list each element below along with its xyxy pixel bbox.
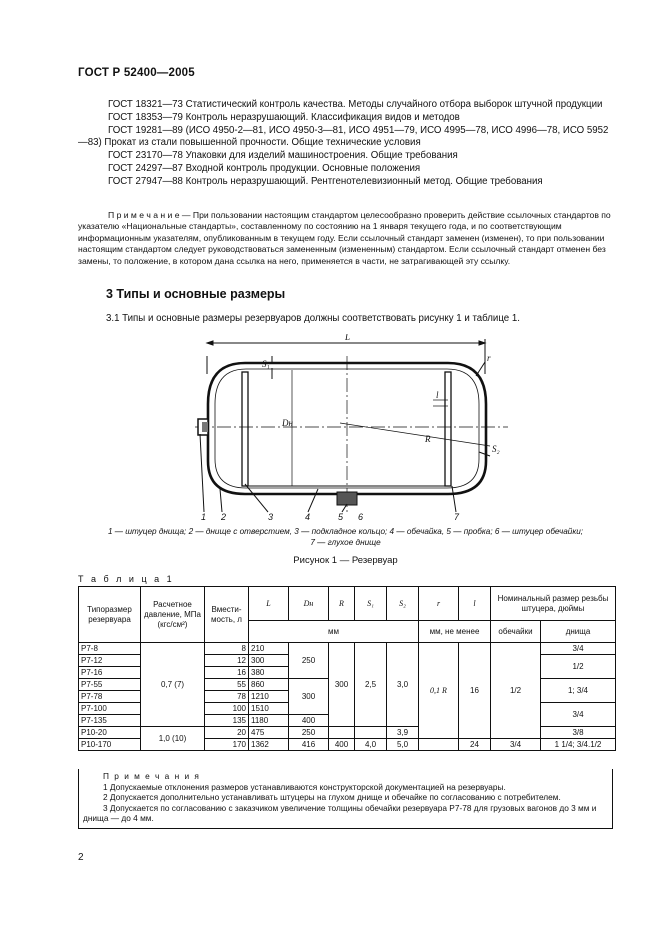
cell-S2: 5,0	[387, 739, 419, 751]
cell-S1	[355, 727, 387, 739]
dim-s1-label: S₁	[262, 359, 270, 369]
cell-type: Р7-100	[79, 703, 141, 715]
cell-L: 1510	[249, 703, 289, 715]
cell-l: 16	[459, 643, 491, 739]
cell-capacity: 100	[205, 703, 249, 715]
th-R: R	[329, 587, 355, 621]
section-paragraph: 3.1 Типы и основные размеры резервуаров должны соответствовать рисунку 1 и таблице 1.	[106, 313, 520, 324]
references-list	[78, 99, 613, 189]
cell-dn: 416	[289, 739, 329, 751]
cell-shell: 1/2	[491, 643, 541, 739]
figure-title: Рисунок 1 — Резервуар	[293, 555, 398, 566]
cell-bottom: 3/4	[541, 703, 616, 727]
table-note: 3 Допускается по согласованию с заказчиком увеличение толщины обечайки резервуара Р7-78 для грузовых вагонов до 3 мм и днища — до 4 мм.	[83, 802, 597, 824]
cell-bottom: 1/2	[541, 655, 616, 679]
cell-dn: 250	[289, 727, 329, 739]
cell-type: Р7-12	[79, 655, 141, 667]
cell-r: 0,1 R	[419, 643, 459, 739]
th-type: Типоразмер резервуара	[79, 587, 141, 643]
dimensions-table	[78, 586, 616, 751]
cell-bottom: 3/4	[541, 643, 616, 655]
th-thread: Номинальный размер резьбы штуцера, дюймы	[491, 587, 616, 621]
cell-shell: 3/4	[491, 739, 541, 751]
cell-dn: 250	[289, 643, 329, 679]
cell-L: 475	[249, 727, 289, 739]
th-bottom: днища	[541, 621, 616, 643]
cell-capacity: 8	[205, 643, 249, 655]
cell-type: Р10-20	[79, 727, 141, 739]
cell-type: Р7-78	[79, 691, 141, 703]
callout-number: 4	[305, 512, 311, 522]
caption-line: 1 — штуцер днища; 2 — днище с отверстием, 3 — подкладное кольцо; 4 — обечайка, 5 — пробка; 6 — штуцер обечайки;	[107, 527, 584, 536]
cell-S1: 2,5	[355, 643, 387, 727]
cell-S2: 3,0	[387, 643, 419, 727]
table-row	[79, 643, 616, 655]
cell-L: 300	[249, 655, 289, 667]
dim-s2-label: S₂	[492, 444, 500, 454]
cell-S1: 4,0	[355, 739, 387, 751]
dim-R-label: R	[425, 434, 431, 444]
cell-capacity: 20	[205, 727, 249, 739]
reference-item: ГОСТ 19281—89 (ИСО 4950-2—81, ИСО 4950-3—81, ИСО 4951—79, ИСО 4995—78, ИСО 4996—78, ИСО 5952—83) Прокат из стали повышенной прочности. Общие технические условия	[78, 124, 609, 149]
document-header: ГОСТ Р 52400—2005	[78, 67, 195, 79]
callout-number: 2	[221, 512, 227, 522]
table-notes	[78, 769, 613, 829]
cell-dn: 400	[289, 715, 329, 727]
caption-line: 7 — глухое днище	[310, 538, 381, 547]
reference-item: ГОСТ 18353—79 Контроль неразрушающий. Классификация видов и методов	[108, 111, 460, 123]
th-L: L	[249, 587, 289, 621]
th-shell: обечайки	[491, 621, 541, 643]
dim-dn-label: Dн	[282, 418, 293, 428]
th-S2: S₂	[387, 587, 419, 621]
tank-drawing	[190, 334, 520, 524]
cell-L: 210	[249, 643, 289, 655]
reference-item: ГОСТ 23170—78 Упаковки для изделий машиностроения. Общие требования	[108, 150, 458, 162]
dim-l-label: l	[436, 390, 439, 400]
table-notes-title: П р и м е ч а н и я	[103, 771, 201, 781]
cell-R	[329, 727, 355, 739]
cell-capacity: 55	[205, 679, 249, 691]
cell-r	[419, 739, 459, 751]
cell-capacity: 16	[205, 667, 249, 679]
cell-type: Р7-8	[79, 643, 141, 655]
callout-number: 3	[268, 512, 274, 522]
th-mm: мм	[249, 621, 419, 643]
table-note: 1 Допускаемые отклонения размеров устанавливаются конструкторской документацией на резервуары.	[103, 781, 506, 792]
cell-L: 860	[249, 679, 289, 691]
callout-number: 1	[201, 512, 207, 522]
cell-bottom: 1 1/4; 3/4.1/2	[541, 739, 616, 751]
cell-type: Р7-55	[79, 679, 141, 691]
cell-L: 380	[249, 667, 289, 679]
reference-item: ГОСТ 27947—88 Контроль неразрушающий. Рентгенотелевизионный метод. Общие требования	[108, 175, 543, 187]
cell-R: 300	[329, 643, 355, 727]
cell-L: 1180	[249, 715, 289, 727]
cell-type: Р7-135	[79, 715, 141, 727]
cell-capacity: 135	[205, 715, 249, 727]
cell-type: Р10-170	[79, 739, 141, 751]
cell-dn: 300	[289, 679, 329, 715]
th-mm-min: мм, не менее	[419, 621, 491, 643]
cell-L: 1362	[249, 739, 289, 751]
callout-number: 5	[338, 512, 344, 522]
th-l: l	[459, 587, 491, 621]
cell-pressure: 0,7 (7)	[141, 643, 205, 727]
cell-bottom: 1; 3/4	[541, 679, 616, 703]
cell-L: 1210	[249, 691, 289, 703]
page-number: 2	[78, 852, 84, 863]
cell-type: Р7-16	[79, 667, 141, 679]
reference-item: ГОСТ 18321—73 Статистический контроль качества. Методы случайного отбора выборок штучной продукции	[108, 99, 603, 110]
th-pressure: Расчетное давление, МПа (кгс/см²)	[141, 587, 205, 643]
dim-r-label: r	[487, 353, 491, 363]
cell-l: 24	[459, 739, 491, 751]
cell-S2: 3,9	[387, 727, 419, 739]
figure-caption	[78, 526, 613, 548]
callout-number: 7	[454, 512, 460, 522]
cell-capacity: 12	[205, 655, 249, 667]
note-text: При пользовании настоящим стандартом целесообразно проверить действие ссылочных стандартов по указателю «Национальные стандарты», составленному по состоянию на 1 января текущего года, и по соответствующим информационным указателям, опубликованным в текущем году. Если ссылочный стандарт заменен (изменен), то при пользовании настоящим стандартом следует руководствоваться замененным (измененным) стандартом. Если ссылочный стандарт отменен без замены, то положение, в котором дана ссылка на него, применяется в части, не затрагивающей эту ссылку.	[78, 210, 611, 266]
cell-bottom: 3/8	[541, 727, 616, 739]
table-title: Т а б л и ц а 1	[78, 574, 175, 584]
reference-note	[78, 210, 613, 267]
th-capacity: Вмести-мость, л	[205, 587, 249, 643]
cell-capacity: 170	[205, 739, 249, 751]
th-r: r	[419, 587, 459, 621]
dim-L-label: L	[345, 334, 351, 342]
section-title: 3 Типы и основные размеры	[106, 287, 286, 301]
note-label: П р и м е ч а н и е —	[108, 210, 191, 220]
th-Dn: Dн	[289, 587, 329, 621]
cell-pressure: 1,0 (10)	[141, 727, 205, 751]
cell-capacity: 78	[205, 691, 249, 703]
cell-R: 400	[329, 739, 355, 751]
table-note: 2 Допускается дополнительно устанавливать штуцеры на глухом днище и обечайке по согласованию с потребителем.	[103, 792, 561, 803]
reference-item: ГОСТ 24297—87 Входной контроль продукции. Основные положения	[108, 162, 421, 174]
callout-number: 6	[358, 512, 364, 522]
th-S1: S₁	[355, 587, 387, 621]
